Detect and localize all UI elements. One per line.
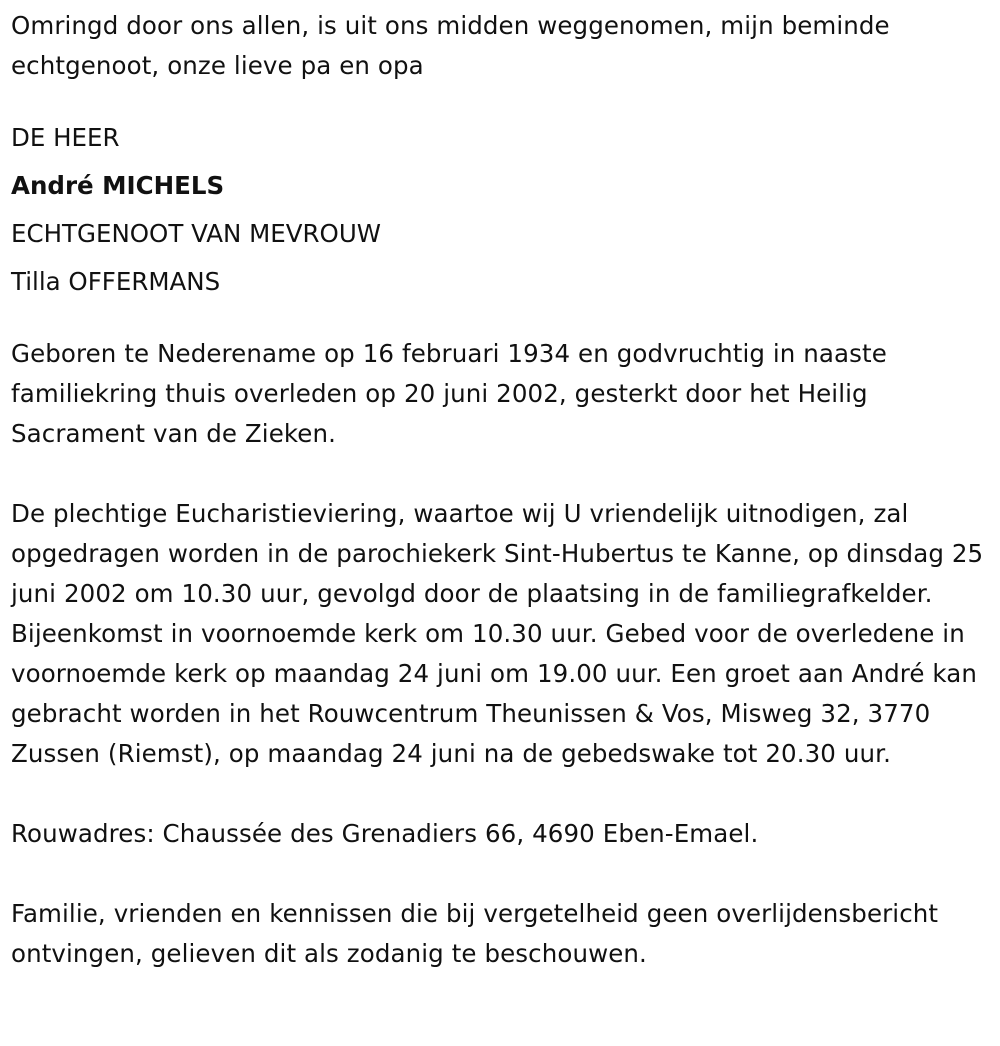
birth-death-text: Geboren te Nederename op 16 februari 1934 en godvruchtig in naaste familiekring thuis overleden op 20 juni 2002, gesterkt door het Heilig Sacrament van de Zieken. — [11, 339, 887, 448]
mourning-address: Rouwadres: Chaussée des Grenadiers 66, 4690 Eben-Emael. — [11, 819, 759, 848]
intro-text: Omringd door ons allen, is uit ons midden weggenomen, mijn beminde echtgenoot, onze lieve pa en opa — [11, 11, 890, 80]
title-prefix: DE HEER — [11, 123, 120, 152]
deceased-name: André MICHELS — [11, 171, 225, 200]
spouse-prefix: ECHTGENOOT VAN MEVROUW — [11, 219, 382, 248]
ceremony-text: De plechtige Eucharistieviering, waartoe wij U vriendelijk uitnodigen, zal opgedragen worden in de parochiekerk Sint-Hubertus te Kanne, op dinsdag 25 juni 2002 om 10.30 uur, gevolgd door de plaatsing in de familiegrafkelder. Bijeenkomst in voornoemde kerk om 10.30 uur. Gebed voor de overledene in voornoemde kerk op maandag 24 juni om 19.00 uur. Een groet aan André kan gebracht worden in het Rouwcentrum Theunissen & Vos, Misweg 32, 3770 Zussen (Riemst), op maandag 24 juni na de gebedswake tot 20.30 uur. — [11, 499, 984, 768]
closing-text: Familie, vrienden en kennissen die bij vergetelheid geen overlijdensbericht ontvingen, gelieven dit als zodanig te beschouwen. — [11, 899, 939, 968]
spouse-name: Tilla OFFERMANS — [11, 267, 221, 296]
